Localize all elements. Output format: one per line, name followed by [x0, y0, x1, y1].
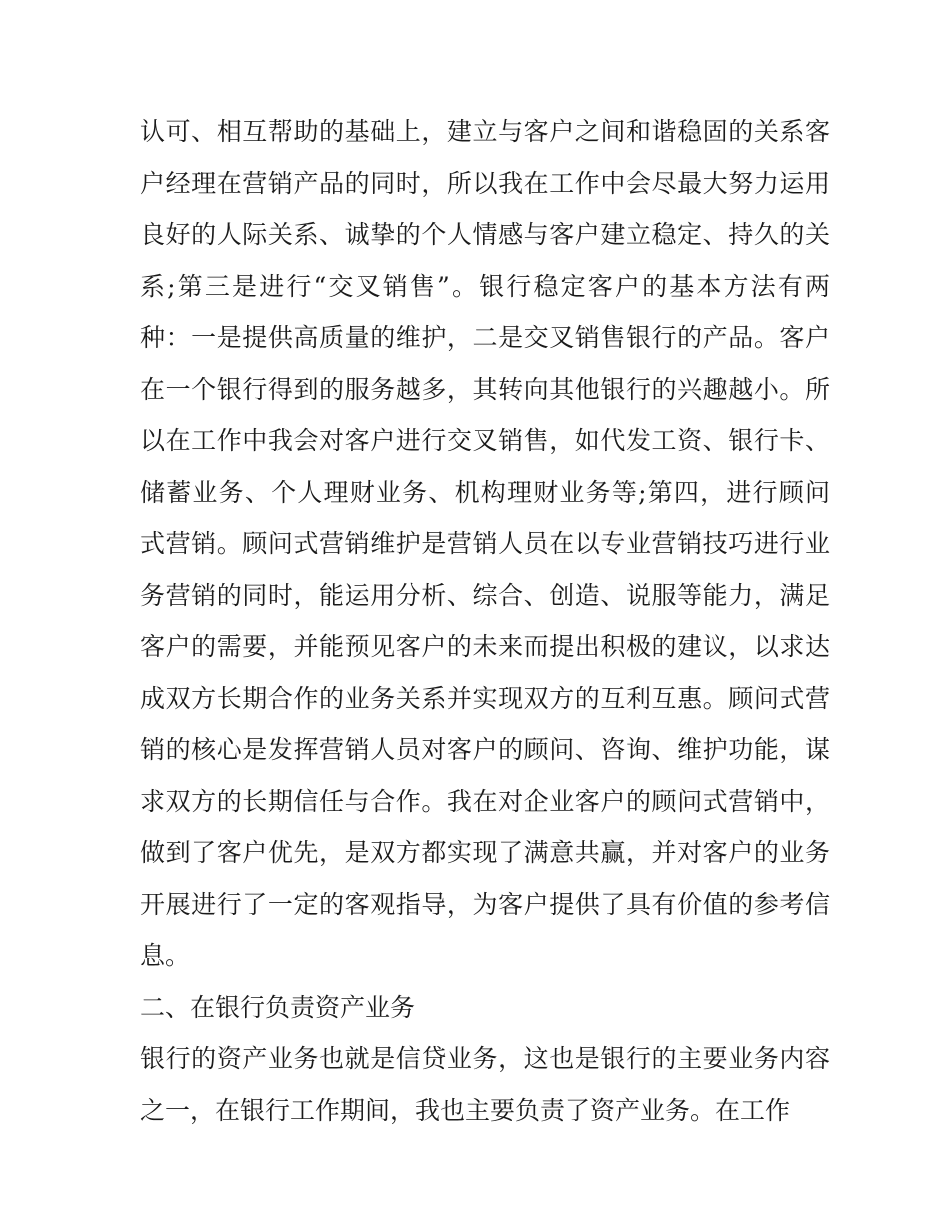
text-line: 销的核心是发挥营销人员对客户的顾问、咨询、维护功能，谋	[140, 735, 830, 764]
text-line: 开展进行了一定的客观指导，为客户提供了具有价值的参考信	[140, 889, 830, 919]
text-line: 以在工作中我会对客户进行交叉销售，如代发工资、银行卡、	[140, 426, 830, 455]
text-line: 息。	[140, 941, 191, 970]
document-body	[140, 106, 830, 1136]
text-line: 成双方长期合作的业务关系并实现双方的互利互惠。顾问式营	[140, 683, 830, 713]
text-line: 求双方的长期信任与合作。我在对企业客户的顾问式营销中，	[140, 786, 830, 816]
text-line: 银行的资产业务也就是信贷业务，这也是银行的主要业务内容	[140, 1044, 830, 1073]
text-line: 系;第三是进行“交叉销售”。银行稳定客户的基本方法有两	[140, 271, 830, 301]
text-line: 做到了客户优先，是双方都实现了满意共赢，并对客户的业务	[140, 838, 830, 867]
text-line: 之一，在银行工作期间，我也主要负责了资产业务。在工作	[140, 1095, 791, 1125]
text-line: 式营销。顾问式营销维护是营销人员在以专业营销技巧进行业	[140, 529, 830, 558]
text-line: 认可、相互帮助的基础上，建立与客户之间和谐稳固的关系客	[140, 117, 830, 146]
text-line: 户经理在营销产品的同时，所以我在工作中会尽最大努力运用	[140, 168, 830, 198]
text-line: 良好的人际关系、诚挚的个人情感与客户建立稳定、持久的关	[140, 220, 830, 249]
text-line: 客户的需要，并能预见客户的未来而提出积极的建议，以求达	[140, 632, 830, 661]
text-line: 在一个银行得到的服务越多，其转向其他银行的兴趣越小。所	[140, 374, 830, 404]
text-line: 务营销的同时，能运用分析、综合、创造、说服等能力，满足	[140, 580, 830, 610]
text-line: 储蓄业务、个人理财业务、机构理财业务等;第四，进行顾问	[140, 477, 830, 507]
text-line: 种：一是提供高质量的维护，二是交叉销售银行的产品。客户	[140, 323, 830, 352]
section-heading: 二、在银行负责资产业务	[140, 992, 416, 1022]
